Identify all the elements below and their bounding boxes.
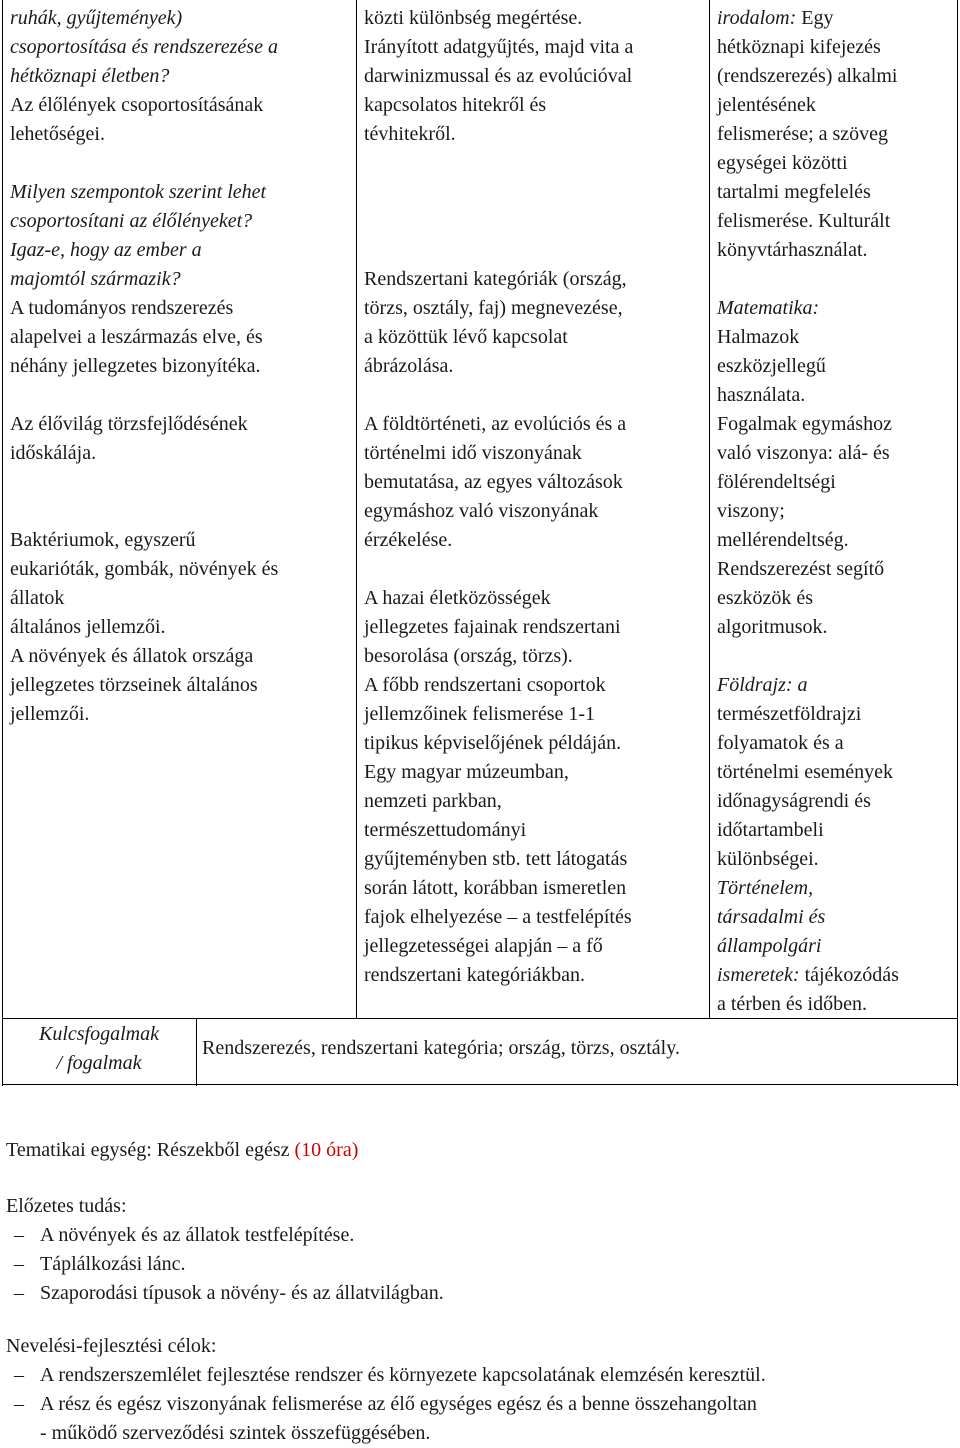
activities-column: [364, 4, 706, 990]
text-line: jellemzőinek felismerése 1-1: [364, 703, 596, 725]
key-concepts-label-line: / fogalmak: [56, 1052, 142, 1074]
text-line: történelmi események: [717, 761, 894, 783]
text-line: Fogalmak egymáshoz: [717, 413, 892, 435]
text-line: felismerése. Kulturált: [717, 210, 891, 232]
text-run: tájékozódás: [799, 964, 899, 986]
text-line: jellegzetes törzseinek általános: [10, 674, 258, 696]
text-line: algoritmusok.: [717, 616, 828, 638]
text-line: nemzeti parkban,: [364, 790, 502, 812]
text-line: Igaz-e, hogy az ember a: [10, 239, 202, 261]
text-line: használata.: [717, 384, 806, 406]
text-line: Halmazok: [717, 326, 800, 348]
text-line: ruhák, gyűjtemények): [10, 7, 183, 29]
text-line: Rendszertani kategóriák (ország,: [364, 268, 627, 290]
text-line: fajok elhelyezése – a testfelépítés: [364, 906, 632, 928]
subject-label: Történelem,: [717, 877, 814, 899]
text-line: való viszonya: alá- és: [717, 442, 890, 464]
text-line: csoportosítása és rendszerezése a: [10, 36, 278, 58]
text-line: jellemzői.: [10, 703, 90, 725]
key-concepts-label: [4, 1020, 194, 1078]
unit-title: [6, 1136, 358, 1165]
prior-knowledge-list: [6, 1221, 444, 1308]
text-line: általános jellemzői.: [10, 616, 166, 638]
text-line: A hazai életközösségek: [364, 587, 551, 609]
text-line: törzs, osztály, faj) megnevezése,: [364, 297, 623, 319]
column-divider-2: [709, 0, 710, 1018]
table-border-bottom: [2, 1084, 958, 1085]
text-line: felismerése; a szöveg: [717, 123, 889, 145]
kulcs-divider: [196, 1018, 197, 1086]
text-line: eukarióták, gombák, növények és: [10, 558, 279, 580]
text-line: Az élőlények csoportosításának: [10, 94, 264, 116]
list-item: – Szaporodási típusok a növény- és az állatvilágban.: [6, 1279, 444, 1308]
subject-label: Földrajz: a: [717, 674, 808, 696]
text-line: történelmi idő viszonyának: [364, 442, 582, 464]
text-line: eszközök és: [717, 587, 814, 609]
subject-label: állampolgári: [717, 935, 822, 957]
questions-column: [10, 4, 354, 729]
text-line: Baktériumok, egyszerű: [10, 529, 196, 551]
text-line: állatok: [10, 587, 65, 609]
table-border-right: [957, 0, 958, 1086]
text-line: lehetőségei.: [10, 123, 105, 145]
text-line: kapcsolatos hitekről és: [364, 94, 547, 116]
text-line: besorolása (ország, törzs).: [364, 645, 573, 667]
subject-label: Matematika:: [717, 297, 820, 319]
text-line: A tudományos rendszerezés: [10, 297, 234, 319]
text-line: [717, 961, 955, 990]
text-line: bemutatása, az egyes változások: [364, 471, 623, 493]
text-line: egymáshoz való viszonyának: [364, 500, 599, 522]
text-line: jellegzetességei alapján – a fő: [364, 935, 603, 957]
subject-label: irodalom:: [717, 7, 797, 29]
subject-label: társadalmi és: [717, 906, 826, 928]
text-line: Az élővilág törzsfejlődésének: [10, 413, 248, 435]
text-line: hétköznapi életben?: [10, 65, 170, 87]
text-line: (rendszerezés) alkalmi: [717, 65, 898, 87]
text-line: időtartambeli: [717, 819, 824, 841]
list-item: – A rész és egész viszonyának felismerése az élő egységes egész és a benne összehangoltan: [6, 1390, 960, 1419]
text-line: Irányított adatgyűjtés, majd vita a: [364, 36, 634, 58]
text-line: A földtörténeti, az evolúciós és a: [364, 413, 627, 435]
text-line: a közöttük lévő kapcsolat: [364, 326, 568, 348]
subject-label: ismeretek:: [717, 964, 800, 986]
text-line: A növények és állatok országa: [10, 645, 254, 667]
list-item: – Táplálkozási lánc.: [6, 1250, 444, 1279]
text-line: folyamatok és a: [717, 732, 844, 754]
text-line: csoportosítani az élőlényeket?: [10, 210, 253, 232]
text-line: a térben és időben.: [717, 993, 867, 1015]
text-line: Egy magyar múzeumban,: [364, 761, 569, 783]
text-line: tartalmi megfelelés: [717, 181, 871, 203]
text-line: Rendszerezést segítő: [717, 558, 885, 580]
prior-knowledge-section: [6, 1192, 444, 1308]
text-line: mellérendeltség.: [717, 529, 849, 551]
goals-heading: Nevelési-fejlesztési célok:: [6, 1335, 217, 1357]
text-line: során látott, korábban ismeretlen: [364, 877, 627, 899]
text-run: Egy: [796, 7, 834, 29]
text-line: darwinizmussal és az evolúcióval: [364, 65, 633, 87]
key-concepts-label-line: Kulcsfogalmak: [39, 1023, 159, 1045]
goals-list: [6, 1361, 960, 1419]
text-line: különbségei.: [717, 848, 819, 870]
text-line: gyűjteményben stb. tett látogatás: [364, 848, 628, 870]
text-line: időnagyságrendi és: [717, 790, 871, 812]
text-line: néhány jellegzetes bizonyítéka.: [10, 355, 261, 377]
text-line: érzékelése.: [364, 529, 453, 551]
text-line: eszközjellegű: [717, 355, 826, 377]
text-line: könyvtárhasználat.: [717, 239, 868, 261]
text-line: ábrázolása.: [364, 355, 454, 377]
list-item: – A rendszerszemlélet fejlesztése rendszer és környezete kapcsolatának elemzésén keresztül.: [6, 1361, 960, 1390]
text-line: viszony;: [717, 500, 785, 522]
list-item-continuation: - működő szerveződési szintek összefüggésében.: [40, 1422, 431, 1444]
text-line: alapelvei a leszármazás elve, és: [10, 326, 263, 348]
text-line: Milyen szempontok szerint lehet: [10, 181, 267, 203]
goals-section: [6, 1332, 960, 1448]
text-line: jelentésének: [717, 94, 816, 116]
text-line: természettudományi: [364, 819, 527, 841]
text-line: A főbb rendszertani csoportok: [364, 674, 606, 696]
text-line: hétköznapi kifejezés: [717, 36, 881, 58]
text-line: egységei közötti: [717, 152, 848, 174]
list-item: – A növények és az állatok testfelépítése.: [6, 1221, 444, 1250]
text-line: [717, 4, 955, 33]
text-line: rendszertani kategóriákban.: [364, 964, 586, 986]
text-line: időskálája.: [10, 442, 97, 464]
text-line: természetföldrajzi: [717, 703, 862, 725]
table-border-left: [2, 0, 3, 1086]
text-line: tévhitekről.: [364, 123, 456, 145]
key-concepts-text: Rendszerezés, rendszertani kategória; ország, törzs, osztály.: [202, 1037, 680, 1059]
text-line: jellegzetes fajainak rendszertani: [364, 616, 621, 638]
text-line: majomtól származik?: [10, 268, 181, 290]
text-line: tipikus képviselőjének példáján.: [364, 732, 622, 754]
text-line: közti különbség megértése.: [364, 7, 583, 29]
prior-knowledge-heading: Előzetes tudás:: [6, 1195, 127, 1217]
unit-hours: (10 óra): [294, 1139, 359, 1161]
column-divider-1: [356, 0, 357, 1018]
connections-column: [717, 4, 955, 1019]
text-line: fölérendeltségi: [717, 471, 836, 493]
unit-title-text: Tematikai egység: Részekből egész: [6, 1139, 290, 1161]
